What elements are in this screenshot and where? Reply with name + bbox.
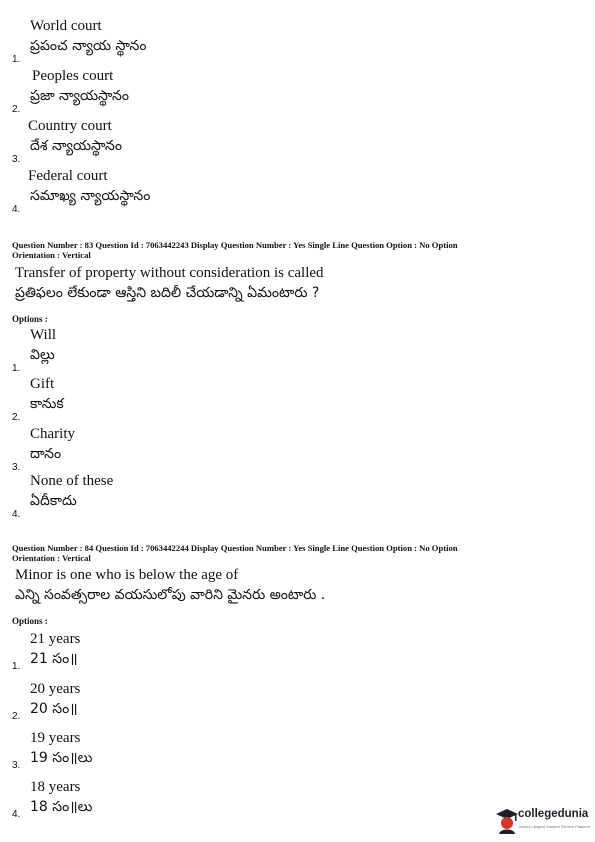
option-text-en: Federal court <box>28 168 108 184</box>
option-number: 3. <box>12 760 21 771</box>
option-text-te: కానుక <box>30 396 64 412</box>
question-text-en: Transfer of property without consideration is called <box>15 265 324 281</box>
option-text-te: దేశ న్యాయస్థానం <box>30 138 122 154</box>
question-text-te: ఎన్ని సంవత్సరాల వయసులోపు వారిని మైనరు అంటారు . <box>15 587 326 603</box>
option-text-en: Charity <box>30 426 75 442</box>
question-meta <box>12 543 582 563</box>
question-meta-line: Orientation : Vertical <box>12 553 91 563</box>
option-text-en: World court <box>30 18 102 34</box>
option-text-te: విల్లు <box>30 347 55 363</box>
option-text-te: ప్రజా న్యాయస్థానం <box>30 88 129 104</box>
option-number: 4. <box>12 204 21 215</box>
option-text-te: 19 సం॥లు <box>30 750 93 766</box>
option-text-en: 20 years <box>30 681 81 697</box>
option-number: 1. <box>12 661 21 672</box>
option-number: 4. <box>12 509 21 520</box>
option-number: 2. <box>12 104 21 115</box>
option-number: 4. <box>12 809 21 820</box>
option-text-te: ప్రపంచ న్యాయ స్థానం <box>30 38 147 54</box>
option-text-en: Peoples court <box>32 68 114 84</box>
option-text-te: సమాఖ్య న్యాయస్థానం <box>30 188 151 204</box>
option-text-en: Gift <box>30 376 55 392</box>
options-label: Options : <box>12 616 48 626</box>
question-text-te: ప్రతిఫలం లేకుండా ఆస్తిని బదిలీ చేయడాన్ని ఏమంటారు ? <box>15 285 320 301</box>
question-meta-line: Question Number : 84 Question Id : 7063442244 Display Question Number : Yes Single Line Question Option : No Option <box>12 543 458 553</box>
option-text-en: 19 years <box>30 730 81 746</box>
option-text-en: None of these <box>30 473 114 489</box>
question-meta-line: Question Number : 83 Question Id : 7063442243 Display Question Number : Yes Single Line Question Option : No Option <box>12 240 458 250</box>
question-text-en: Minor is one who is below the age of <box>15 567 239 583</box>
options-label: Options : <box>12 314 48 324</box>
collegedunia-logo[interactable] <box>494 806 594 836</box>
brand-name: collegedunia <box>518 808 589 820</box>
option-number: 3. <box>12 154 21 165</box>
option-number: 3. <box>12 462 21 473</box>
option-text-en: 18 years <box>30 779 81 795</box>
brand-tagline: India's Largest Student Review Platform <box>519 824 591 829</box>
option-text-te: 18 సం॥లు <box>30 799 93 815</box>
option-number: 1. <box>12 54 21 65</box>
option-text-te: 21 సం॥ <box>30 651 78 667</box>
option-text-te: 20 సం॥ <box>30 701 78 717</box>
option-text-en: 21 years <box>30 631 81 647</box>
question-meta <box>12 240 582 260</box>
option-number: 1. <box>12 363 21 374</box>
option-number: 2. <box>12 711 21 722</box>
graduate-icon <box>494 806 520 834</box>
question-meta-line: Orientation : Vertical <box>12 250 91 260</box>
option-text-te: ఏదీకాదు <box>30 493 77 509</box>
option-number: 2. <box>12 412 21 423</box>
option-text-te: దానం <box>30 446 62 462</box>
option-text-en: Country court <box>28 118 112 134</box>
option-text-en: Will <box>30 327 57 343</box>
